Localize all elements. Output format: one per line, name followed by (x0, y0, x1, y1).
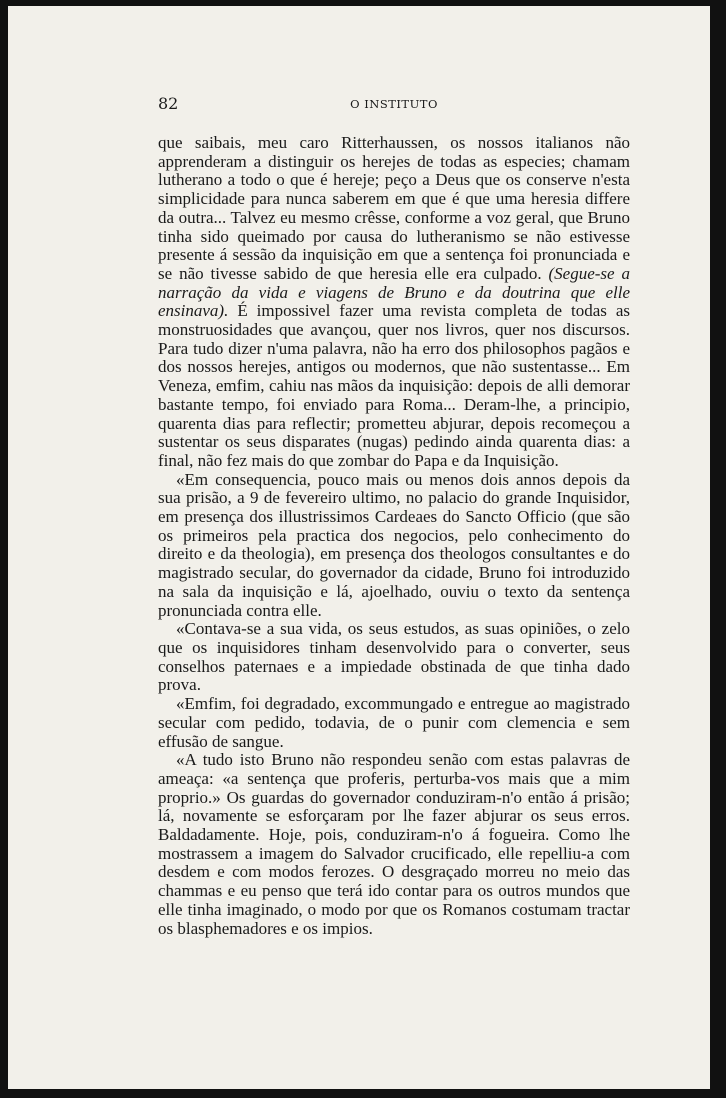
running-title: O INSTITUTO (350, 97, 438, 111)
paragraph-1-text-a: que saibais, meu caro Ritterhaussen, os nossos italianos não apprenderam a distinguir os herejes de todas as especies; chamam lutherano a todo o que é hereje; peço a Deus que os conserve n'esta simplicidade para nunca saberem em que é que uma heresia differe da outra... Talvez eu mesmo crêsse, conforme a voz geral, que Bruno tinha sido queimado por causa do lutheranismo se não estivesse presente á sessão da inquisição em que a sentença foi pronunciada e se não tivesse sabido de que heresia elle era culpado. (158, 133, 630, 283)
paragraph-4: «Emfim, foi degradado, excommungado e entregue ao magistrado secular com pedido, todavia, de o punir com clemencia e sem effusão de sangue. (158, 694, 630, 751)
paragraph-1-italic-note: (Segue-se a narração da vida e viagens de Bruno e da doutrina que elle ensinava). (158, 263, 630, 321)
paragraph-3: «Contava-se a sua vida, os seus estudos, as suas opiniões, o zelo que os inquisidores tinham desenvolvido para o converter, seus conselhos paternaes e a impiedade obstinada de que tinha dado prova. (158, 619, 630, 695)
paragraph-1 (158, 134, 630, 471)
paragraph-1-text-b: É impossivel fazer uma revista completa de todas as monstruosidades que avançou, quer nos livros, quer nos discursos. Para tudo dizer n'uma palavra, não ha erro dos philosophos pagãos e dos nossos herejes, antigos ou modernos, que não sustentasse... Em Veneza, emfim, cahiu nas mãos da inquisição: depois de alli demorar bastante tempo, foi enviado para Roma... Deram-lhe, a principio, quarenta dias para reflectir; prometteu abjurar, depois recomeçou a sustentar os seus disparates (nugas) pedindo ainda quarenta dias: a final, não fez mais do que zombar do Papa e da Inquisição. (158, 301, 630, 470)
book-page (8, 6, 710, 1089)
body-text (158, 134, 630, 938)
page-header (158, 94, 630, 114)
page-number: 82 (158, 94, 179, 113)
paragraph-5: «A tudo isto Bruno não respondeu senão com estas palavras de ameaça: «a sentença que proferis, perturba-vos mais que a mim proprio.» Os guardas do governador conduziram-n'o então á prisão; lá, novamente se esforçaram por lhe fazer abjurar os seus erros. Baldadamente. Hoje, pois, conduziram-n'o á fogueira. Como lhe mostrassem a imagem do Salvador crucificado, elle repelliu-a com desdem e com modos ferozes. O desgraçado morreu no meio das chammas e eu penso que terá ido contar para os outros mundos que elle tinha imaginado, o modo por que os Romanos costumam tractar os blasphemadores e os impios. (158, 750, 630, 938)
paragraph-2: «Em consequencia, pouco mais ou menos dois annos depois da sua prisão, a 9 de fevereiro ultimo, no palacio do grande Inquisidor, em presença dos illustrissimos Cardeaes do Sancto Officio (que são os primeiros pela practica dos negocios, pelo conhecimento do direito e da theologia), em presença dos theologos consultantes e do magistrado secular, do governador da cidade, Bruno foi introduzido na sala da inquisição e lá, ajoelhado, ouviu o texto da sentença pronunciada contra elle. (158, 469, 630, 620)
